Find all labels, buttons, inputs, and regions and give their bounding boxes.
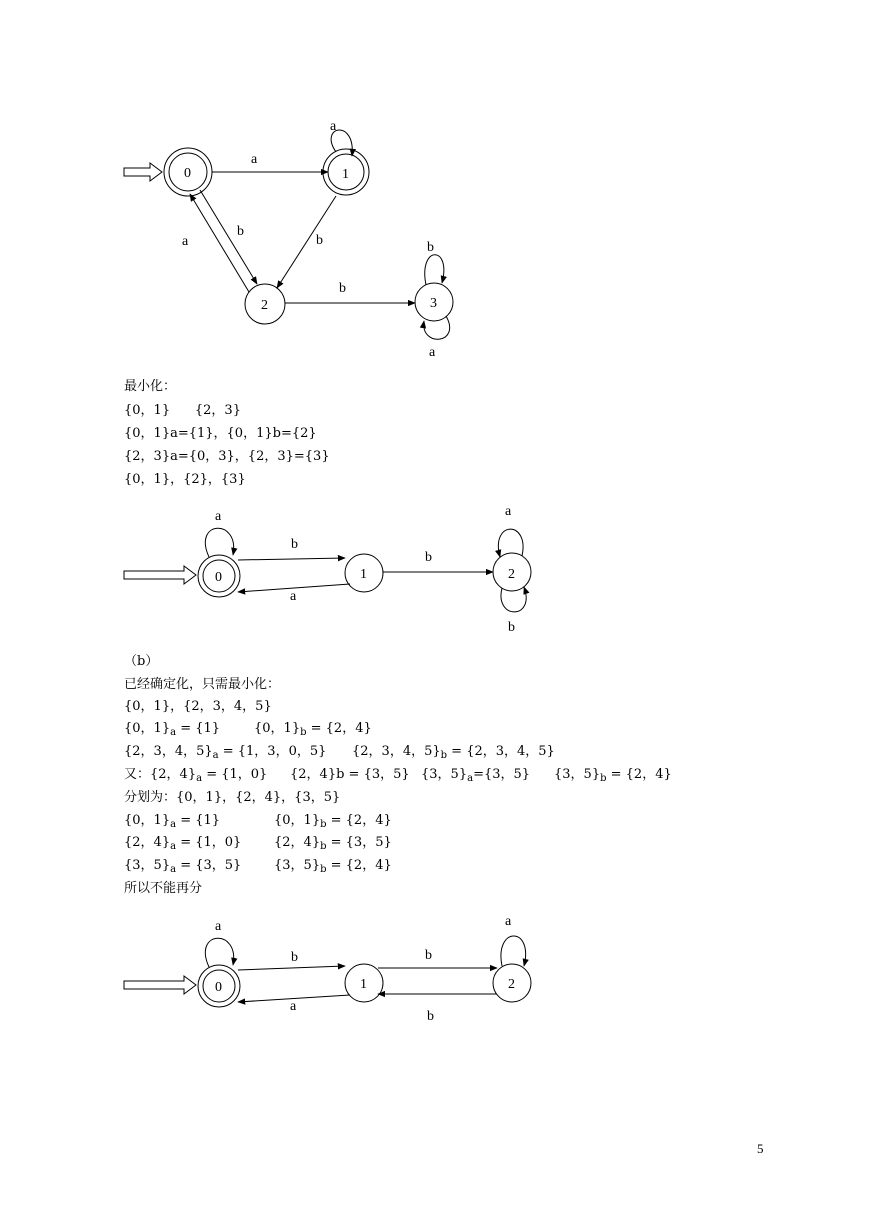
edge-label: b [427,1009,434,1024]
transition-line: {0，$1\}_a = \{1\}$ {0，$1\}_b = \{2$，4} [124,813,392,830]
edge-1-2 [277,196,336,288]
partition-line: {0，1}，{2}，{3} [124,472,246,487]
edge-label: b [291,537,298,552]
edge-label: b [291,950,298,965]
edge-label: b [427,240,434,255]
transition-line: 又：{2，$4\}_a = \{1$，0} {2，4}b = {3，5} {3，$5\}_a=\{3$，5} {3，$5\}_b = \{2$，4} [124,767,672,784]
partition-line: 分划为：{0，1}，{2，4}，{3，5} [124,790,341,805]
state-label: 2 [508,567,515,582]
transition-line: {2，$4\}_a = \{1$，0} {2，$4\}_b = \{3$，5} [124,835,392,852]
edge-label: b [339,281,346,296]
edge-label: b [237,224,244,239]
state-label: 0 [184,166,191,181]
part-b-heading: 已经确定化，只需最小化： [124,677,281,692]
edge-0-1 [238,558,345,560]
start-arrow [124,976,196,994]
dfa-diagram-1 [124,130,453,339]
partition-line: {0，1}，{2，3，4，5} [124,699,272,714]
partition-line: {0，1}a={1}，{0，1}b={2} [124,426,317,441]
edge-0-2 [200,190,257,284]
edge-label: b [508,620,515,635]
edge-2-0 [190,194,249,292]
edge-label: a [215,919,222,934]
edge-label: b [425,550,432,565]
dfa-diagram-2 [124,528,531,612]
start-arrow [124,163,162,181]
edge-2-loop [501,936,526,966]
state-label: 1 [360,977,367,992]
state-label: 1 [360,567,367,582]
partition-line: {2，3}a={0，3}，{2，3}={3} [124,449,330,464]
edge-label: a [215,509,222,524]
state-label: 1 [342,167,349,182]
transition-line: {0，$1\}_a = \{1\}$ {0，$1\}_b = \{2$，4} [124,721,372,738]
part-b-label: （b） [124,654,159,669]
state-label: 3 [430,296,437,311]
edge-label: a [290,999,297,1014]
dfa1-labels [182,119,437,360]
state-label: 0 [215,570,222,585]
conclusion: 所以不能再分 [124,881,203,896]
edge-label: a [505,504,512,519]
state-label: 2 [261,298,268,313]
edge-label: a [290,589,297,604]
state-label: 0 [215,980,222,995]
edge-0-1 [238,966,345,970]
edge-0-loop [205,528,233,557]
start-arrow [124,566,196,584]
edge-label: a [429,345,436,360]
edge-3-loop-b [425,255,444,285]
transition-line: {2，3，4，$5\}_a = \{1$，3，0，5} {2，3，4，$5\}_b = \{2$，3，4，5} [124,744,555,761]
edge-label: a [505,914,512,929]
edge-label: b [316,233,323,248]
minimize-heading: 最小化： [124,379,177,394]
page-number: 5 [757,1141,764,1156]
dfa-diagram-3 [124,936,531,1007]
edge-label: a [251,152,258,167]
dfa2-labels [215,504,515,635]
edge-label: b [425,948,432,963]
edge-label: a [182,234,189,249]
partition-line: {0，1} {2，3} [124,403,241,418]
edge-0-loop [205,938,233,967]
edge-label: a [330,119,337,134]
state-label: 2 [508,977,515,992]
transition-line: {3，$5\}_a = \{3$，5} {3，$5\}_b = \{2$，4} [124,858,392,875]
